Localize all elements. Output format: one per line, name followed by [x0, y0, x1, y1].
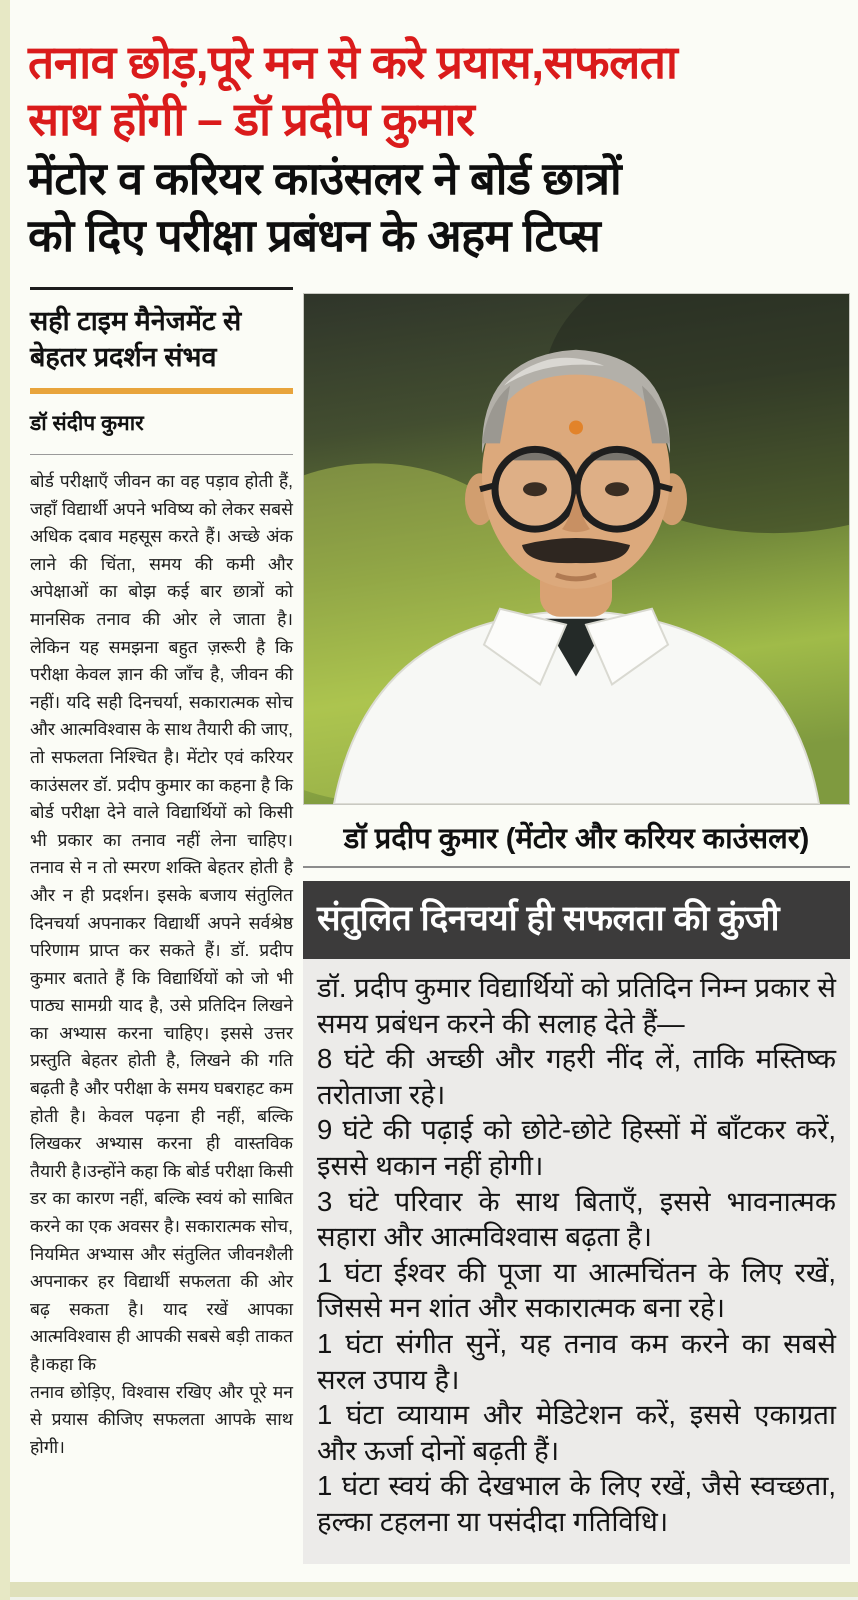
- byline-divider: [30, 454, 293, 455]
- tips-intro: डॉ. प्रदीप कुमार विद्यार्थियों को प्रतिदिन निम्न प्रकार से समय प्रबंधन करने की सलाह देते हैं—: [317, 972, 836, 1039]
- tips-section-title: संतुलित दिनचर्या ही सफलता की कुंजी: [303, 881, 850, 959]
- photo-caption: डॉ प्रदीप कुमार (मेंटोर और करियर काउंसलर): [343, 823, 810, 855]
- main-headline-line2: साथ होंगी – डॉ प्रदीप कुमार: [28, 93, 475, 145]
- column-deck-heading: सही टाइम मैनेजमेंट से बेहतर प्रदर्शन संभव: [30, 306, 242, 372]
- accent-rule: [30, 388, 293, 394]
- right-column: [303, 293, 850, 1564]
- tip-item: 8 घंटे की अच्छी और गहरी नींद लें, ताकि मस्तिष्क तरोताजा रहे।: [317, 1043, 836, 1110]
- article-body: [30, 468, 293, 1461]
- caption-divider: [303, 866, 850, 868]
- sub-headline-line1: मेंटोर व करियर काउंसलर ने बोर्ड छात्रों: [28, 153, 622, 204]
- article-paragraph: तनाव छोड़िए, विश्वास रखिए और पूरे मन से प्रयास कीजिए सफलता आपके साथ होगी।: [30, 1381, 293, 1457]
- column-top-rule: [30, 287, 293, 290]
- tip-item: 1 घंटा व्यायाम और मेडिटेशन करें, इससे एकाग्रता और ऊर्जा दोनों बढ़ती हैं।: [317, 1399, 836, 1466]
- main-headline: [28, 34, 850, 148]
- sub-headline-line2: को दिए परीक्षा प्रबंधन के अहम टिप्स: [28, 210, 601, 261]
- tip-item: 9 घंटे की पढ़ाई को छोटे-छोटे हिस्सों में बाँटकर करें, इससे थकान नहीं होगी।: [317, 1114, 836, 1181]
- tip-item: 3 घंटे परिवार के साथ बिताएँ, इससे भावनात्मक सहारा और आत्मविश्वास बढ़ता है।: [317, 1185, 836, 1253]
- tips-panel: [303, 959, 850, 1564]
- left-article-column: [30, 287, 293, 1461]
- portrait-illustration: [304, 294, 849, 804]
- article-paragraph: बोर्ड परीक्षाएँ जीवन का वह पड़ाव होती हैं, जहाँ विद्यार्थी अपने भविष्य को लेकर सबसे अधिक दबाव महसूस करते हैं। अच्छे अंक लाने की चिंता, समय की कमी और अपेक्षाओं का बोझ कई बार छात्रों को मानसिक तनाव की ओर ले जाता है। लेकिन यह समझना बहुत ज़रूरी है कि परीक्षा केवल ज्ञान की जाँच है, जीवन की नहीं। यदि सही दिनचर्या, सकारात्मक सोच और आत्मविश्वास के साथ तैयारी की जाए, तो सफलता निश्चित है। मेंटोर एवं करियर काउंसलर डॉ. प्रदीप कुमार का कहना है कि बोर्ड परीक्षा देने वाले विद्यार्थियों को किसी भी प्रकार का तनाव नहीं लेना चाहिए। तनाव से न तो स्मरण शक्ति बेहतर होती है और न ही प्रदर्शन। इसके बजाय संतुलित दिनचर्या अपनाकर विद्यार्थी अपने सर्वश्रेष्ठ परिणाम प्राप्त कर सकते हैं। डॉ. प्रदीप कुमार बताते हैं कि विद्यार्थियों को जो भी पाठ्य सामग्री याद है, उसे प्रतिदिन लिखने का अभ्यास करना चाहिए। इससे उत्तर प्रस्तुति बेहतर होती है, लिखने की गति बढ़ती है और परीक्षा के समय घबराहट कम होती है। केवल पढ़ना ही नहीं, बल्कि लिखकर अभ्यास करना ही वास्तविक तैयारी है।उन्होंने कहा कि बोर्ड परीक्षा किसी डर का कारण नहीं, बल्कि स्वयं को साबित करने का एक अवसर है। सकारात्मक सोच, नियमित अभ्यास और संतुलित जीवनशैली अपनाकर हर विद्यार्थी सफलता की ओर बढ़ सकता है। याद रखें आपका आत्मविश्वास ही आपकी सबसे बड़ी ताकत है।कहा कि: [30, 471, 293, 1374]
- tip-item: 1 घंटा स्वयं की देखभाल के लिए रखें, जैसे स्वच्छता, हल्का टहलना या पसंदीदा गतिविधि।: [317, 1470, 836, 1537]
- sub-headline: [28, 150, 850, 264]
- tip-item: 1 घंटा ईश्वर की पूजा या आत्मचिंतन के लिए रखें, जिससे मन शांत और सकारात्मक बना रहे।: [317, 1256, 836, 1324]
- page-left-margin-strip: [0, 0, 10, 1600]
- main-headline-line1: तनाव छोड़,पूरे मन से करे प्रयास,सफलता: [28, 36, 678, 88]
- page-bottom-margin-strip: [0, 1582, 858, 1597]
- tip-item: 1 घंटा संगीत सुनें, यह तनाव कम करने का सबसे सरल उपाय है।: [317, 1327, 836, 1395]
- portrait-photo: [303, 293, 850, 805]
- byline: डॉ संदीप कुमार: [30, 412, 144, 435]
